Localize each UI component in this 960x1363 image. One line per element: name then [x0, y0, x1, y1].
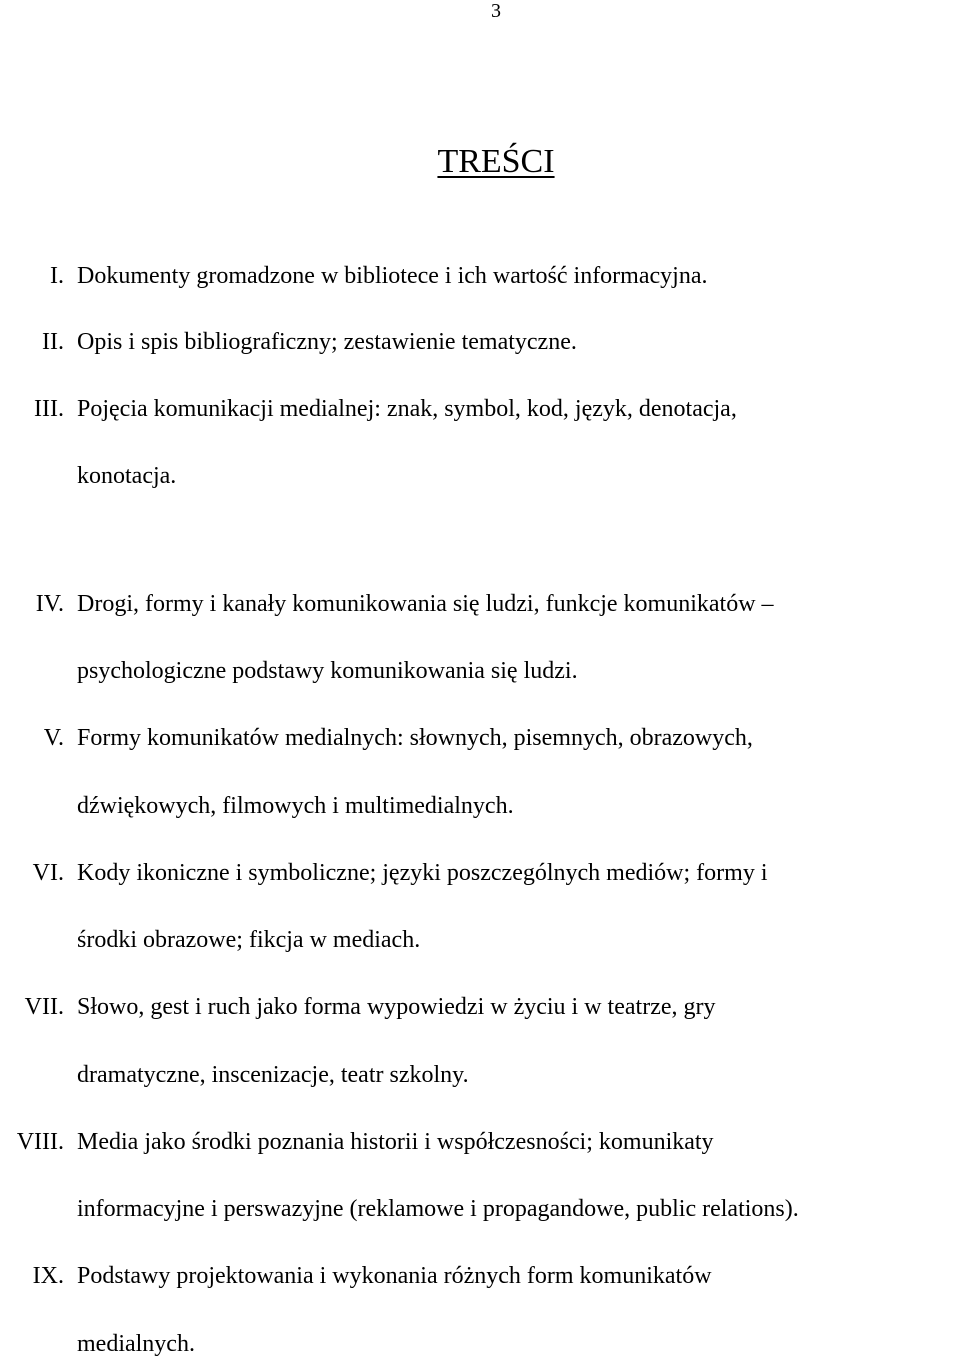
toc-item-text: Dokumenty gromadzone w bibliotece i ich wartość informacyjna. [77, 263, 708, 289]
toc-item-text-continued: medialnych. [77, 1331, 195, 1357]
toc-item-numeral: V. [43, 725, 64, 751]
toc-item-text: Słowo, gest i ruch jako forma wypowiedzi w życiu i w teatrze, gry [77, 994, 716, 1020]
toc-item-text: Pojęcia komunikacji medialnej: znak, symbol, kod, język, denotacja, [77, 396, 737, 422]
toc-item-numeral: I. [50, 263, 64, 289]
toc-item-numeral: IV. [35, 591, 64, 617]
toc-item-numeral: VI. [32, 860, 64, 886]
toc-item-numeral: VII. [24, 994, 64, 1020]
toc-item-text: Podstawy projektowania i wykonania różnych form komunikatów [77, 1263, 712, 1289]
toc-item-text-continued: dramatyczne, inscenizacje, teatr szkolny. [77, 1062, 469, 1088]
toc-item-text-continued: środki obrazowe; fikcja w mediach. [77, 927, 421, 953]
toc-item-text-continued: dźwiękowych, filmowych i multimedialnych. [77, 793, 514, 819]
page-number: 3 [491, 0, 501, 22]
toc-item-numeral: VIII. [16, 1129, 64, 1155]
toc-item-numeral: II. [42, 329, 64, 355]
toc-item-text: Opis i spis bibliograficzny; zestawienie tematyczne. [77, 329, 577, 355]
toc-item-text: Formy komunikatów medialnych: słownych, pisemnych, obrazowych, [77, 725, 753, 751]
toc-item-numeral: IX. [32, 1263, 64, 1289]
toc-item-text: Kody ikoniczne i symboliczne; języki poszczególnych mediów; formy i [77, 860, 768, 886]
page-title: TREŚCI [437, 143, 555, 180]
toc-item-text: Drogi, formy i kanały komunikowania się ludzi, funkcje komunikatów – [77, 591, 774, 617]
toc-item-text-continued: informacyjne i perswazyjne (reklamowe i propagandowe, public relations). [77, 1196, 799, 1222]
toc-item-text-continued: konotacja. [77, 463, 177, 489]
toc-item-text-continued: psychologiczne podstawy komunikowania się ludzi. [77, 658, 578, 684]
toc-item-numeral: III. [34, 396, 64, 422]
toc-item-text: Media jako środki poznania historii i współczesności; komunikaty [77, 1129, 714, 1155]
